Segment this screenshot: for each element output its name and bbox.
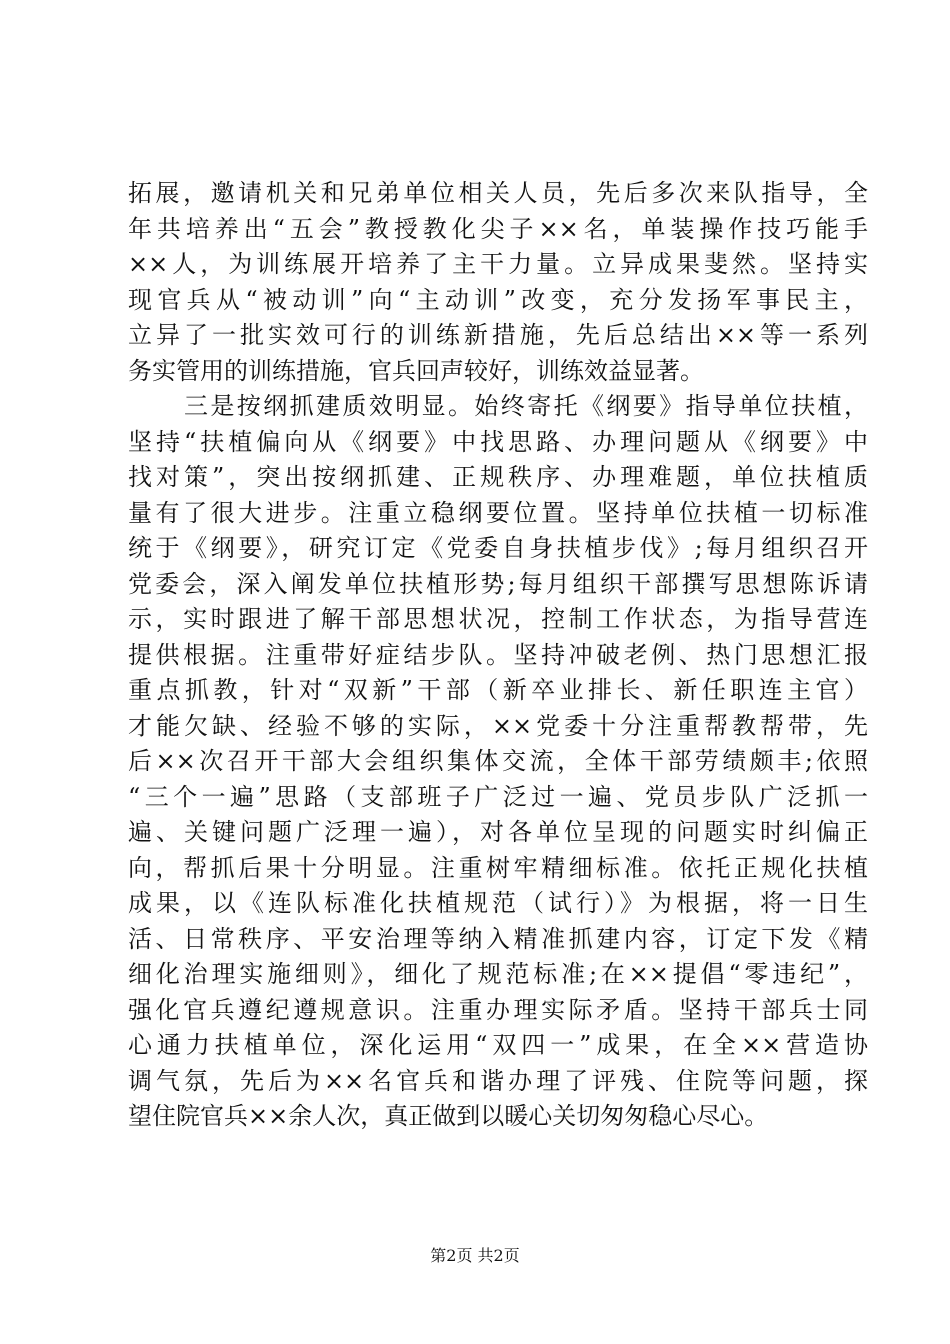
text-line: 量有了很大进步。注重立稳纲要位置。坚持单位扶植一切标准 [128, 498, 868, 527]
text-line: 调气氛，先后为××名官兵和谐办理了评残、住院等问题，探 [128, 1066, 868, 1095]
text-line: 务实管用的训练措施，官兵回声较好，训练效益显著。 [128, 356, 704, 385]
body-text [128, 176, 868, 1135]
text-line: “三个一遍”思路（支部班子广泛过一遍、党员步队广泛抓一 [128, 782, 868, 811]
page-number-footer: 第2页 共2页 [430, 1246, 520, 1265]
text-line: 细化治理实施细则》，细化了规范标准;在××提倡“零违纪”， [128, 960, 868, 988]
text-line: 提供根据。注重带好症结步队。坚持冲破老例、热门思想汇报 [128, 640, 868, 669]
text-line: 党委会，深入阐发单位扶植形势;每月组织干部撰写思想陈诉请 [128, 569, 868, 598]
text-line: 遍、关键问题广泛理一遍），对各单位呈现的问题实时纠偏正 [128, 818, 868, 846]
text-line: 示，实时跟进了解干部思想状况，控制工作状态，为指导营连 [128, 605, 868, 633]
text-line: 三是按纲抓建质效明显。始终寄托《纲要》指导单位扶植， [184, 392, 868, 420]
text-line: 强化官兵遵纪遵规意识。注重办理实际矛盾。坚持干部兵士同 [128, 995, 868, 1024]
text-line: 重点抓教，针对“双新”干部（新卒业排长、新任职连主官） [128, 676, 868, 704]
text-line: 心通力扶植单位，深化运用“双四一”成果，在全××营造协 [128, 1031, 868, 1059]
text-line: 坚持“扶植偏向从《纲要》中找思路、办理问题从《纲要》中 [128, 427, 868, 456]
text-line: 年共培养出“五会”教授教化尖子××名，单装操作技巧能手 [128, 214, 868, 243]
text-line: 现官兵从“被动训”向“主动训”改变，充分发扬军事民主， [128, 285, 868, 314]
text-line: ××人，为训练展开培养了主干力量。立异成果斐然。坚持实 [128, 250, 868, 278]
text-line: 统于《纲要》，研究订定《党委自身扶植步伐》;每月组织召开 [128, 534, 868, 562]
text-line: 找对策”，突出按纲抓建、正规秩序、办理难题，单位扶植质 [128, 463, 868, 491]
text-line: 活、日常秩序、平安治理等纳入精准抓建内容，订定下发《精 [128, 924, 868, 953]
text-line: 立异了一批实效可行的训练新措施，先后总结出××等一系列 [128, 321, 868, 349]
text-line: 成果，以《连队标准化扶植规范（试行）》为根据，将一日生 [128, 889, 868, 917]
text-line: 后××次召开干部大会组织集体交流，全体干部劳绩颇丰;依照 [128, 747, 868, 775]
text-line: 拓展，邀请机关和兄弟单位相关人员，先后多次来队指导，全 [128, 179, 868, 207]
text-line: 才能欠缺、经验不够的实际，××党委十分注重帮教帮带，先 [128, 711, 868, 740]
text-line: 望住院官兵××余人次，真正做到以暖心关切匆匆稳心尽心。 [128, 1102, 769, 1130]
text-line: 向，帮抓后果十分明显。注重树牢精细标准。依托正规化扶植 [128, 853, 868, 882]
